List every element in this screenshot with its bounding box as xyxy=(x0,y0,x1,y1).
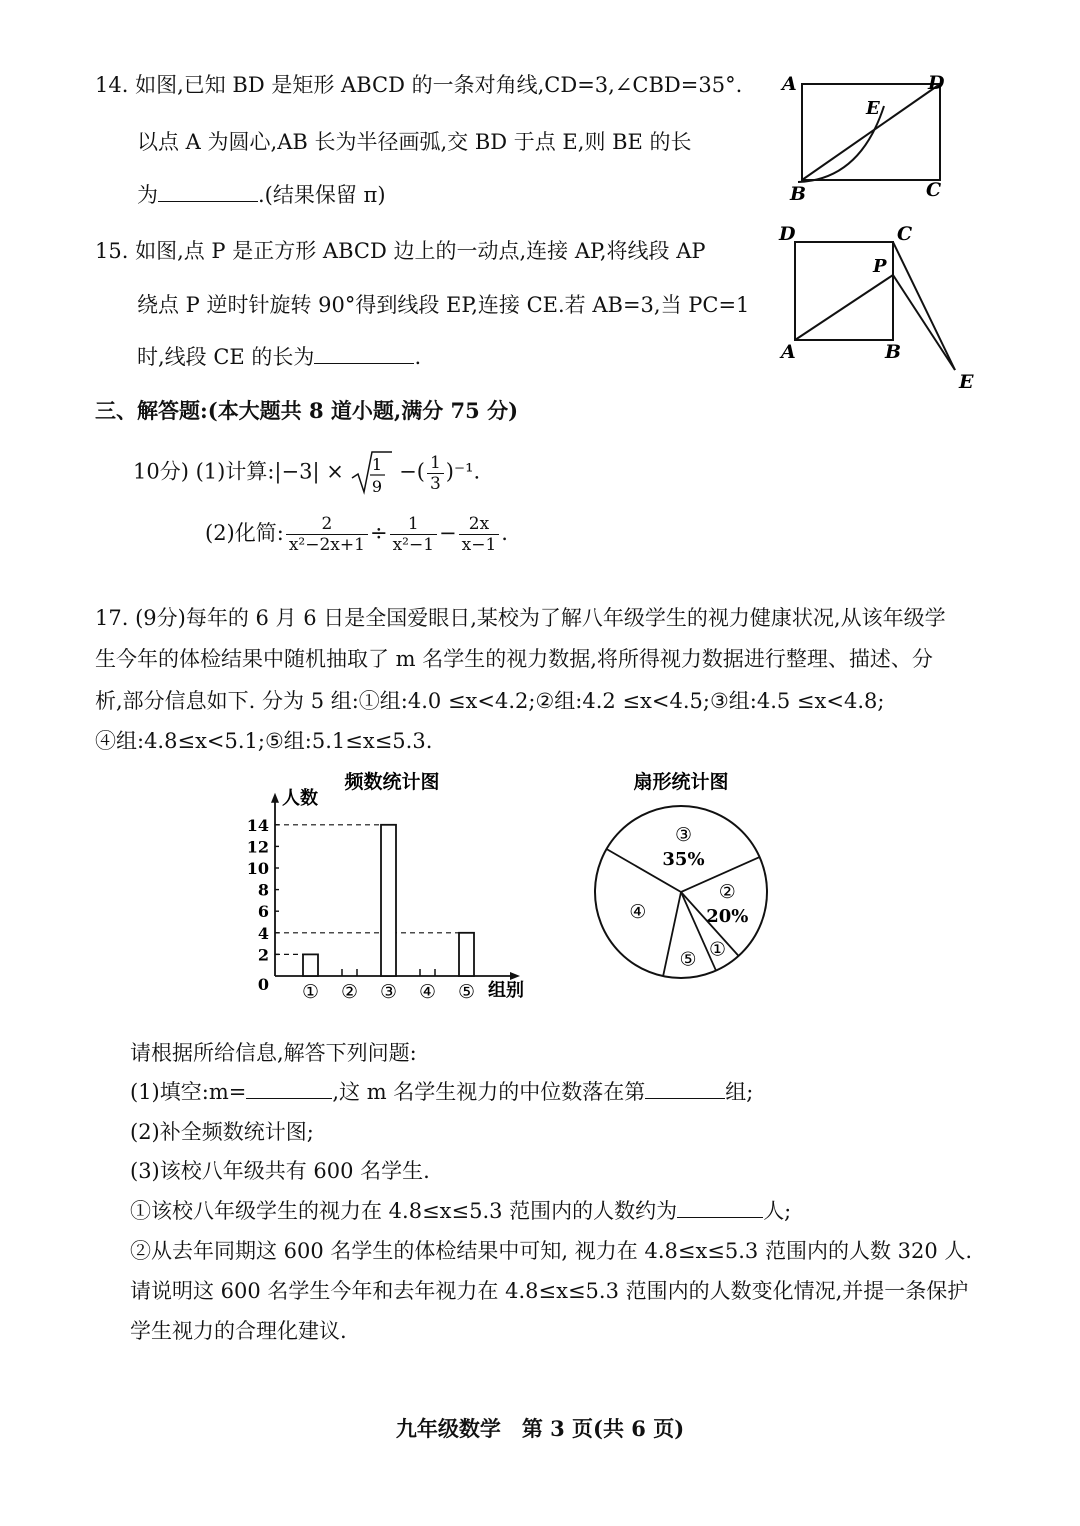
page-footer: 九年级数学 第 3 页(共 6 页) xyxy=(395,1416,685,1441)
q14-line2: 以点 A 为圆心,AB 长为半径画弧,交 BD 于点 E,则 BE 的长 xyxy=(137,130,692,154)
fraction-2 xyxy=(390,514,437,555)
label-d: D xyxy=(779,223,796,245)
q15-line3-suffix: . xyxy=(414,345,422,369)
q15-answer-blank[interactable] xyxy=(314,343,414,364)
bar-chart-xlabel: 组别 xyxy=(488,980,524,1001)
q16-part1-suffix: )⁻¹. xyxy=(445,459,481,484)
y-tick-label: 8 xyxy=(257,880,269,900)
q14-line3-prefix: 为 xyxy=(137,183,158,207)
y-axis-arrow xyxy=(271,793,279,803)
q14-line3 xyxy=(137,180,386,210)
frac1-num: 2 xyxy=(286,514,368,535)
y-tick-label: 14 xyxy=(246,815,269,835)
frac3-num: 2x xyxy=(459,514,500,535)
pie-chart-title: 扇形统计图 xyxy=(633,771,729,793)
segment-pe xyxy=(893,275,955,370)
pie-slice-label: ① xyxy=(709,938,727,961)
segment-ap xyxy=(795,275,893,340)
frequency-bar-chart xyxy=(240,760,540,1010)
y-tick-label: 4 xyxy=(257,923,269,943)
q17-q1 xyxy=(130,1077,753,1107)
fraction-1 xyxy=(286,514,368,555)
y-tick-label: 0 xyxy=(257,975,269,994)
pie-slice-percent: 20% xyxy=(706,905,749,927)
q15-line1: 15. 如图,点 P 是正方形 ABCD 边上的一动点,连接 AP,将线段 AP xyxy=(95,239,706,263)
sqrt-denominator: 9 xyxy=(372,477,383,496)
label-e: E xyxy=(866,98,880,119)
segment-ce xyxy=(893,242,955,370)
q16-part2 xyxy=(205,508,508,558)
y-tick-label: 12 xyxy=(246,837,269,857)
q1-prefix: (1)填空:m= xyxy=(130,1080,247,1104)
q1-suffix: 组; xyxy=(725,1080,754,1104)
frac-den: 3 xyxy=(429,473,441,494)
q16-part1-mid: −( xyxy=(399,459,425,484)
q14-line3-suffix: .(结果保留 π) xyxy=(258,183,386,207)
label-a: A xyxy=(781,341,796,363)
median-group-blank[interactable] xyxy=(645,1078,725,1099)
minus-sign: − xyxy=(439,521,457,545)
label-e: E xyxy=(959,371,974,393)
pie-slice-label: ② xyxy=(718,880,736,903)
fraction-one-third xyxy=(427,453,444,494)
y-tick-label: 2 xyxy=(257,945,269,965)
x-tick-label: ② xyxy=(340,981,359,1003)
q15-line3-prefix: 时,线段 CE 的长为 xyxy=(137,345,315,369)
x-tick-label: ④ xyxy=(418,981,437,1003)
q16-part1 xyxy=(133,450,481,496)
label-b: B xyxy=(790,183,807,205)
divide-sign: ÷ xyxy=(369,521,388,545)
label-c: C xyxy=(897,223,913,245)
label-p: P xyxy=(873,256,887,277)
label-b: B xyxy=(885,341,902,363)
label-c: C xyxy=(926,179,942,201)
period: . xyxy=(501,521,508,545)
q3-1-prefix: ①该校八年级学生的视力在 4.8≤x≤5.3 范围内的人数约为 xyxy=(130,1199,678,1223)
m-answer-blank[interactable] xyxy=(246,1078,332,1099)
q17-intro: 请根据所给信息,解答下列问题: xyxy=(130,1041,417,1065)
q17-q3-2-line3: 学生视力的合理化建议. xyxy=(130,1319,347,1343)
pie-slice-percent: 35% xyxy=(662,848,705,870)
frac2-num: 1 xyxy=(390,514,437,535)
pie-slice-label: ③ xyxy=(674,823,692,846)
sector-pie-chart xyxy=(585,760,785,990)
bar xyxy=(303,954,318,976)
q17-line3: 析,部分信息如下. 分为 5 组:①组:4.0 ≤x<4.2;②组:4.2 ≤x<4.5;③组:4.5 ≤x<4.8; xyxy=(95,689,885,713)
radical-sign xyxy=(350,450,392,496)
q17-q3: (3)该校八年级共有 600 名学生. xyxy=(130,1159,430,1183)
q14-figure xyxy=(780,62,960,207)
x-tick-label: ① xyxy=(301,981,320,1003)
x-tick-label: ⑤ xyxy=(457,981,476,1003)
frac1-den: x²−2x+1 xyxy=(288,535,365,555)
frac2-den: x²−1 xyxy=(392,535,435,555)
q15-figure xyxy=(775,222,985,397)
q16-part1-prefix: 10分) (1)计算:|−3| × xyxy=(133,459,344,484)
frac3-den: x−1 xyxy=(461,535,497,555)
q17-q3-2-line1: ②从去年同期这 600 名学生的体检结果中可知, 视力在 4.8≤x≤5.3 范围内的人数 320 人. xyxy=(130,1239,973,1263)
bar xyxy=(459,933,474,976)
q17-line2: 生今年的体检结果中随机抽取了 m 名学生的视力数据,将所得视力数据进行整理、描述、分 xyxy=(95,647,933,671)
label-d: D xyxy=(928,72,945,94)
q17-line1: 17. (9分)每年的 6 月 6 日是全国爱眼日,某校为了解八年级学生的视力健康状况,从该年级学 xyxy=(95,606,946,630)
people-count-blank[interactable] xyxy=(677,1197,763,1218)
label-a: A xyxy=(782,73,797,95)
bar-chart-title: 频数统计图 xyxy=(344,771,440,793)
q17-q2: (2)补全频数统计图; xyxy=(130,1120,314,1144)
q17-q3-2-line2: 请说明这 600 名学生今年和去年视力在 4.8≤x≤5.3 范围内的人数变化情况,并提一条保护 xyxy=(130,1279,969,1303)
bar xyxy=(381,825,396,976)
bar-chart-ylabel: 人数 xyxy=(282,788,318,809)
q16-part2-prefix: (2)化简: xyxy=(205,521,284,545)
pie-slice-label: ⑤ xyxy=(679,948,697,971)
frac-num: 1 xyxy=(427,453,444,474)
x-tick-label: ③ xyxy=(379,981,398,1003)
y-tick-label: 6 xyxy=(257,902,269,922)
q15-line2: 绕点 P 逆时针旋转 90°得到线段 EP,连接 CE.若 AB=3,当 PC=1 xyxy=(137,293,750,317)
q17-q3-1 xyxy=(130,1196,791,1226)
x-axis-arrow xyxy=(510,972,520,980)
fraction-3 xyxy=(459,514,500,555)
q3-1-suffix: 人; xyxy=(763,1199,792,1223)
q17-line4: ④组:4.8≤x<5.1;⑤组:5.1≤x≤5.3. xyxy=(95,729,433,753)
section-heading: 三、解答题:(本大题共 8 道小题,满分 75 分) xyxy=(95,398,519,423)
pie-slice-label: ④ xyxy=(629,901,647,924)
q14-line1: 14. 如图,已知 BD 是矩形 ABCD 的一条对角线,CD=3,∠CBD=35°. xyxy=(95,73,743,97)
sqrt-one-ninth xyxy=(350,450,392,496)
q1-middle: ,这 m 名学生视力的中位数落在第 xyxy=(332,1080,646,1104)
sqrt-numerator: 1 xyxy=(372,455,383,474)
y-tick-label: 10 xyxy=(246,859,269,878)
q14-answer-blank[interactable] xyxy=(158,181,258,202)
q15-line3 xyxy=(137,342,421,372)
